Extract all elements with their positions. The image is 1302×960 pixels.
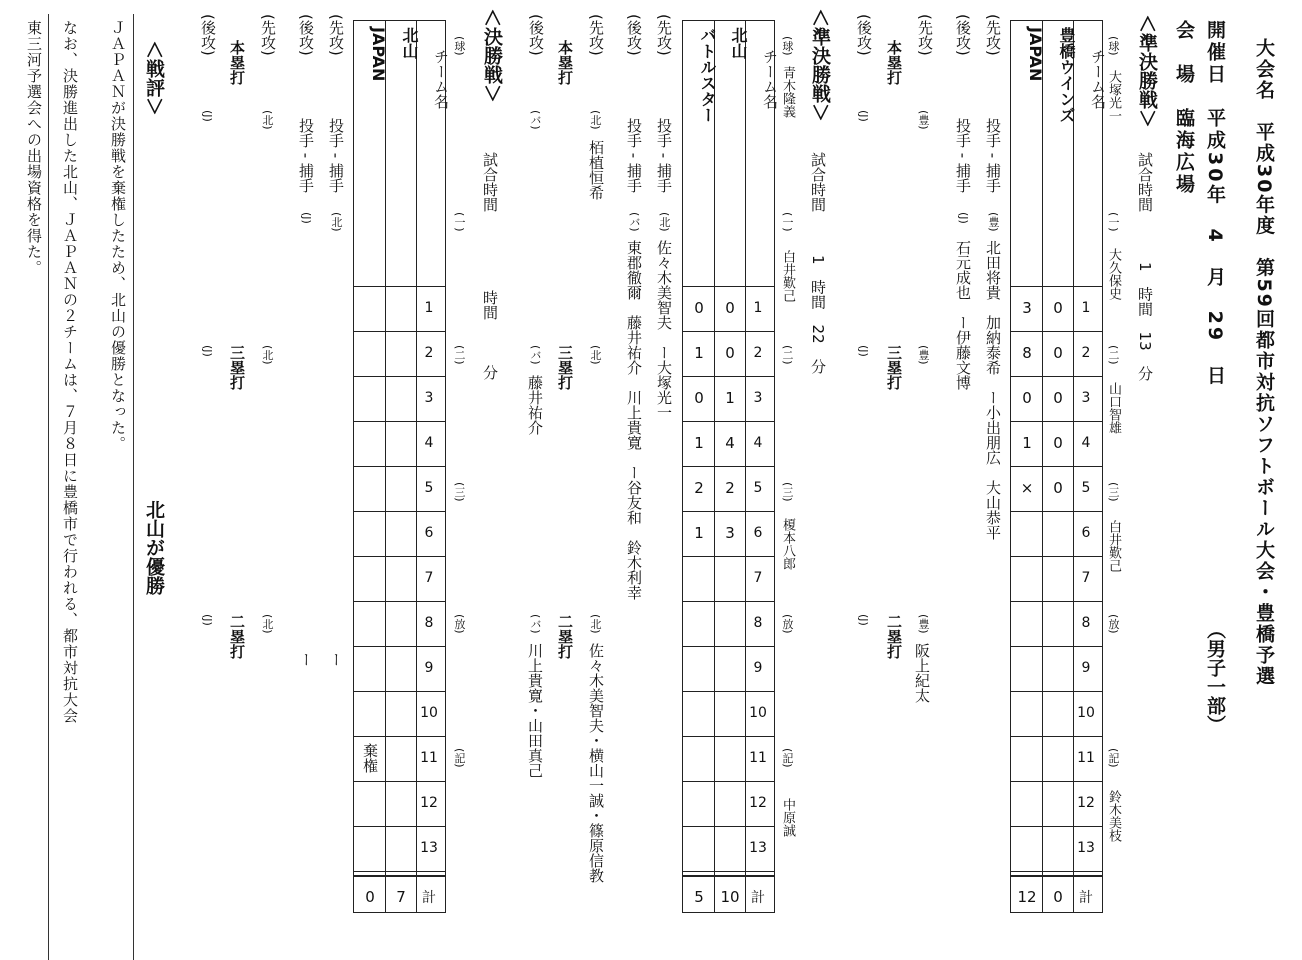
sf2-umpire-plate-label: (球) <box>781 36 794 56</box>
sf2-umpire-scorer-label: (記) <box>781 748 794 768</box>
sf1-triple-label: 三塁打 <box>885 345 903 390</box>
sf1-score-bottom-11 <box>1011 736 1043 780</box>
sf1-umpire-plate-label: (球) <box>1107 36 1120 56</box>
sf1-score-top-13 <box>1042 826 1074 870</box>
final-hr-bottom-label: (後攻) <box>199 14 217 56</box>
final-umpire-third-label: (三) <box>453 482 466 502</box>
sf1-inning-10: 10 <box>1077 705 1095 721</box>
sf2-top-label: (先攻) <box>655 14 673 56</box>
final-total-bottom: 0 <box>365 888 375 906</box>
sf1-top-battery: 北田将貴 加納泰希 ー小出朋広 大山恭平 <box>984 240 1002 540</box>
final-inning-3: 3 <box>424 390 434 406</box>
sf2-triple-top-abbr: (北) <box>589 345 602 365</box>
sf2-inning-7: 7 <box>753 570 763 586</box>
final-score-bottom-1 <box>354 286 386 330</box>
sf1-inning-7: 7 <box>1081 570 1091 586</box>
sf2-inning-10: 10 <box>749 705 767 721</box>
sf1-triple-bottom-abbr: (J) <box>857 345 870 357</box>
sf2-bottom-abbr: (バ) <box>628 212 641 232</box>
sf1-score-bottom-8 <box>1011 601 1043 645</box>
sf2-double-top: 佐々木美智夫・横山一誠・篠原信教 <box>587 643 605 883</box>
final-total-label: 計 <box>422 890 436 906</box>
sf2-triple-bottom: 藤井祐介 <box>526 375 544 435</box>
sf2-bottom-label: (後攻) <box>625 14 643 56</box>
sf2-score-bottom-2: 1 <box>694 344 704 362</box>
sf1-score-top-9 <box>1042 646 1074 690</box>
sf1-hr-top-abbr: (豊) <box>917 110 930 130</box>
final-team-bottom: JAPAN <box>369 27 388 82</box>
sf1-umpire-release-label: (放) <box>1107 614 1120 634</box>
sf2-umpire-plate: 青木隆義 <box>780 66 795 118</box>
sf2-score-bottom-1: 0 <box>694 299 704 317</box>
final-inning-11: 11 <box>420 750 438 766</box>
sf1-umpire-first-label: (一) <box>1107 212 1120 232</box>
final-hr-top-label: (先攻) <box>259 14 277 56</box>
final-hr-top-abbr: (北) <box>261 110 274 130</box>
sf2-hr-label: 本塁打 <box>556 40 574 85</box>
sf2-score-top-1: 0 <box>725 299 735 317</box>
sf1-time: 1 時間 13 分 <box>1136 262 1154 381</box>
final-bottom-dash: ー <box>297 652 315 667</box>
sf1-inning-12: 12 <box>1077 795 1095 811</box>
review-result: 北山が優勝 <box>143 500 165 595</box>
sf1-inning-5: 5 <box>1081 480 1091 496</box>
final-triple-top-abbr: (北) <box>261 345 274 365</box>
sf1-score-bottom-9 <box>1011 646 1043 690</box>
final-team-header: チーム名 <box>432 49 450 109</box>
final-score-top-3 <box>385 376 417 420</box>
review-box-border <box>133 14 134 960</box>
sf2-inning-12: 12 <box>749 795 767 811</box>
sf2-time-label: 試合時間 <box>809 152 827 212</box>
final-score-bottom-13 <box>354 826 386 870</box>
sf1-score-top-7 <box>1042 556 1074 600</box>
sf1-umpire-scorer-label: (記) <box>1107 748 1120 768</box>
sf1-inning-9: 9 <box>1081 660 1091 676</box>
final-inning-6: 6 <box>424 525 434 541</box>
final-score-bottom-5 <box>354 466 386 510</box>
sf1-score-bottom-10 <box>1011 691 1043 735</box>
final-score-bottom-7 <box>354 556 386 600</box>
final-scoreboard <box>353 20 450 913</box>
sf2-hr-top-abbr: (北) <box>589 110 602 130</box>
sf1-inning-13: 13 <box>1077 840 1095 856</box>
final-score-top-9 <box>385 646 417 690</box>
sf1-time-label: 試合時間 <box>1136 152 1154 212</box>
sf2-score-bottom-13 <box>683 826 715 870</box>
final-score-bottom-12 <box>354 781 386 825</box>
sf2-score-top-7 <box>714 556 746 600</box>
sf1-score-bottom-1: 3 <box>1022 299 1032 317</box>
sf2-header: ＜準決勝戦＞ <box>809 8 831 123</box>
review-header: ＜戦評＞ <box>143 40 165 117</box>
final-top-abbr: (北) <box>330 212 343 232</box>
sf2-score-bottom-3: 0 <box>694 389 704 407</box>
sf2-score-bottom-5: 2 <box>694 479 704 497</box>
final-score-bottom-2 <box>354 331 386 375</box>
final-hr-bottom-abbr: (J) <box>201 110 214 122</box>
sf1-total-top: 0 <box>1053 888 1063 906</box>
sf1-score-top-2: 0 <box>1053 344 1063 362</box>
sf1-score-top-11 <box>1042 736 1074 780</box>
sf2-score-bottom-6: 1 <box>694 524 704 542</box>
venue-line: 会 場 臨海広場 <box>1173 20 1195 196</box>
sf1-inning-3: 3 <box>1081 390 1091 406</box>
final-inning-2: 2 <box>424 345 434 361</box>
sf2-score-bottom-10 <box>683 691 715 735</box>
sf1-top-label: (先攻) <box>984 14 1002 56</box>
sf2-score-top-5: 2 <box>725 479 735 497</box>
final-score-top-6 <box>385 511 417 555</box>
sf2-inning-3: 3 <box>753 390 763 406</box>
sf1-bottom-battery: 石元成也 ー伊藤文博 <box>954 240 972 390</box>
final-umpire-release-label: (放) <box>453 614 466 634</box>
sf1-umpire-third: 白井歎己 <box>1106 520 1121 572</box>
sf2-bottom-battery: 東郡徹爾 藤井祐介 川上貴寛 ー谷友和 鈴木利幸 <box>625 240 643 600</box>
final-battery-label-bottom: 投手 ‐ 捕手 <box>297 118 315 193</box>
sf2-triple-bottom-abbr: (バ) <box>529 345 542 365</box>
sf1-inning-4: 4 <box>1081 435 1091 451</box>
sf1-total-bottom: 12 <box>1017 888 1037 906</box>
sf2-double-top-abbr: (北) <box>589 614 602 634</box>
sf2-umpire-third: 榎本八郎 <box>780 518 795 570</box>
sf2-battery-label-top: 投手 ‐ 捕手 <box>655 118 673 193</box>
final-battery-label-top: 投手 ‐ 捕手 <box>327 118 345 193</box>
sf1-score-bottom-4: 1 <box>1022 434 1032 452</box>
final-team-top: 北山 <box>400 27 419 59</box>
sf2-inning-2: 2 <box>753 345 763 361</box>
sf2-top-battery: 佐々木美智夫 ー大塚光一 <box>655 240 673 420</box>
final-score-top-11 <box>385 736 417 780</box>
sf2-team-top: 北山 <box>729 27 748 59</box>
sf2-team-header: チーム名 <box>761 49 779 109</box>
sf2-inning-1: 1 <box>753 300 763 316</box>
review-inner-line <box>48 14 49 960</box>
sf2-score-bottom-11 <box>683 736 715 780</box>
final-inning-7: 7 <box>424 570 434 586</box>
sf1-top-abbr: (豊) <box>987 212 1000 232</box>
sf2-score-bottom-8 <box>683 601 715 645</box>
sf1-score-bottom-13 <box>1011 826 1043 870</box>
sf2-umpire-release-label: (放) <box>781 614 794 634</box>
final-triple-label: 三塁打 <box>228 345 246 390</box>
sf2-inning-13: 13 <box>749 840 767 856</box>
final-score-top-8 <box>385 601 417 645</box>
sf1-double-label: 二塁打 <box>885 614 903 659</box>
sf1-score-top-3: 0 <box>1053 389 1063 407</box>
sf1-umpire-scorer: 鈴木美枝 <box>1106 790 1121 842</box>
sf2-score-bottom-12 <box>683 781 715 825</box>
sf2-score-top-3: 1 <box>725 389 735 407</box>
final-inning-13: 13 <box>420 840 438 856</box>
final-double-bottom-abbr: (J) <box>201 614 214 626</box>
sf2-inning-9: 9 <box>753 660 763 676</box>
final-inning-5: 5 <box>424 480 434 496</box>
final-inning-10: 10 <box>420 705 438 721</box>
sf2-hr-bottom-abbr: (バ) <box>529 110 542 130</box>
sf2-top-abbr: (北) <box>658 212 671 232</box>
sf1-score-top-10 <box>1042 691 1074 735</box>
sf2-score-bottom-4: 1 <box>694 434 704 452</box>
sf2-team-bottom: バトルスター <box>698 27 717 123</box>
sf1-score-bottom-12 <box>1011 781 1043 825</box>
final-score-top-2 <box>385 331 417 375</box>
sf2-score-top-13 <box>714 826 746 870</box>
division-label: （男子一部） <box>1204 620 1226 734</box>
sf1-inning-2: 2 <box>1081 345 1091 361</box>
sf1-hr-top-label: (先攻) <box>916 14 934 56</box>
sf2-inning-8: 8 <box>753 615 763 631</box>
sf1-double-bottom-abbr: (J) <box>857 614 870 626</box>
final-score-top-12 <box>385 781 417 825</box>
final-score-top-10 <box>385 691 417 735</box>
sf1-team-top: 豊橋ウインズ <box>1057 27 1076 123</box>
final-inning-1: 1 <box>424 300 434 316</box>
sf2-total-label: 計 <box>751 890 765 906</box>
sf1-double-top: 阪上紀太 <box>913 643 931 703</box>
sf1-score-bottom-7 <box>1011 556 1043 600</box>
final-score-bottom-4 <box>354 421 386 465</box>
final-total-top: 7 <box>396 888 406 906</box>
final-triple-bottom-abbr: (J) <box>201 345 214 357</box>
sf1-hr-bottom-label: (後攻) <box>855 14 873 56</box>
sf1-score-top-8 <box>1042 601 1074 645</box>
sf1-score-top-12 <box>1042 781 1074 825</box>
sf1-score-top-4: 0 <box>1053 434 1063 452</box>
sf1-scoreboard <box>1010 20 1107 913</box>
final-inning-4: 4 <box>424 435 434 451</box>
sf1-umpire-plate: 大塚光一 <box>1106 70 1121 122</box>
sf2-score-top-10 <box>714 691 746 735</box>
sf2-umpire-second-label: (二) <box>781 345 794 365</box>
sf1-inning-8: 8 <box>1081 615 1091 631</box>
sf2-scoreboard <box>682 20 779 913</box>
final-top-label: (先攻) <box>327 14 345 56</box>
final-inning-8: 8 <box>424 615 434 631</box>
final-time: 時間 分 <box>481 290 499 380</box>
sf1-total-label: 計 <box>1079 890 1093 906</box>
final-score-bottom-6 <box>354 511 386 555</box>
sf2-score-top-8 <box>714 601 746 645</box>
final-inning-12: 12 <box>420 795 438 811</box>
sf1-umpire-third-label: (三) <box>1107 482 1120 502</box>
sf1-umpire-second: 山口智雄 <box>1106 382 1121 434</box>
sf2-inning-4: 4 <box>753 435 763 451</box>
review-line-2: なお、決勝進出した北山、ＪＡＰＡＮの２チームは、７月８日に豊橋市で行われる、都市対抗大会 <box>61 20 79 724</box>
sf2-score-top-2: 0 <box>725 344 735 362</box>
sf1-team-bottom: JAPAN <box>1026 27 1045 82</box>
sf2-hr-top: 栢植恒希 <box>587 140 605 200</box>
sf1-score-top-1: 0 <box>1053 299 1063 317</box>
sf1-score-top-6 <box>1042 511 1074 555</box>
sf1-inning-11: 11 <box>1077 750 1095 766</box>
sf1-battery-label-top: 投手 ‐ 捕手 <box>984 118 1002 193</box>
tournament-title: 大会名 平成30年度 第59回都市対抗ソフトボール大会・豊橋予選 <box>1253 38 1275 687</box>
sf2-inning-11: 11 <box>749 750 767 766</box>
sf2-umpire-third-label: (三) <box>781 482 794 502</box>
final-score-bottom-10 <box>354 691 386 735</box>
sf2-score-bottom-7 <box>683 556 715 600</box>
sf2-score-top-11 <box>714 736 746 780</box>
sf1-team-header: チーム名 <box>1089 49 1107 109</box>
sf2-double-bottom-abbr: (バ) <box>529 614 542 634</box>
final-hr-label: 本塁打 <box>228 40 246 85</box>
sf2-hr-bottom-label: (後攻) <box>527 14 545 56</box>
final-umpire-first-label: (一) <box>453 212 466 232</box>
final-double-label: 二塁打 <box>228 614 246 659</box>
final-umpire-plate-label: (球) <box>453 36 466 56</box>
final-score-top-4 <box>385 421 417 465</box>
sf2-total-bottom: 5 <box>694 888 704 906</box>
sf1-score-bottom-6 <box>1011 511 1043 555</box>
sf2-score-top-9 <box>714 646 746 690</box>
sf2-hr-top-label: (先攻) <box>587 14 605 56</box>
sf2-double-label: 二塁打 <box>556 614 574 659</box>
sf1-header: ＜準決勝戦＞ <box>1136 14 1158 129</box>
sf2-score-bottom-9 <box>683 646 715 690</box>
sf1-score-top-5: 0 <box>1053 479 1063 497</box>
final-inning-9: 9 <box>424 660 434 676</box>
sf2-battery-label-bottom: 投手 ‐ 捕手 <box>625 118 643 193</box>
sf2-double-bottom: 川上貴寛・山田真己 <box>526 643 544 778</box>
final-score-top-1 <box>385 286 417 330</box>
final-umpire-scorer-label: (記) <box>453 748 466 768</box>
sf2-triple-label: 三塁打 <box>556 345 574 390</box>
sf1-battery-label-bottom: 投手 ‐ 捕手 <box>954 118 972 193</box>
final-header: ＜決勝戦＞ <box>481 8 503 104</box>
sf2-umpire-first-label: (一) <box>781 212 794 232</box>
final-bottom-label: (後攻) <box>297 14 315 56</box>
final-forfeit: 棄権 <box>361 743 379 773</box>
final-score-top-7 <box>385 556 417 600</box>
sf1-double-top-abbr: (豊) <box>917 614 930 634</box>
sf1-bottom-abbr: (J) <box>957 212 970 224</box>
review-line-1: ＪＡＰＡＮが決勝戦を棄権したため、北山の優勝となった。 <box>109 20 127 452</box>
sf1-score-bottom-5: × <box>1020 479 1034 497</box>
sf1-triple-top-abbr: (豊) <box>917 345 930 365</box>
final-score-bottom-8 <box>354 601 386 645</box>
review-line-3: 東三河予選会への出場資格を得た。 <box>25 20 43 276</box>
sf2-score-top-4: 4 <box>725 434 735 452</box>
final-umpire-second-label: (二) <box>453 345 466 365</box>
final-score-top-13 <box>385 826 417 870</box>
sf1-umpire-first: 大久保史 <box>1106 248 1121 300</box>
sf2-total-top: 10 <box>720 888 740 906</box>
sf1-hr-bottom-abbr: (J) <box>857 110 870 122</box>
sf1-score-bottom-2: 8 <box>1022 344 1032 362</box>
sf2-time: 1 時間 22 分 <box>809 255 827 374</box>
sf1-inning-1: 1 <box>1081 300 1091 316</box>
sf2-score-top-12 <box>714 781 746 825</box>
final-score-bottom-9 <box>354 646 386 690</box>
sf1-bottom-label: (後攻) <box>954 14 972 56</box>
date-line: 開催日 平成30年 4 月 29 日 <box>1204 20 1226 388</box>
final-top-dash: ー <box>327 652 345 667</box>
sf2-score-top-6: 3 <box>725 524 735 542</box>
sf2-umpire-first: 白井歎己 <box>780 250 795 302</box>
final-score-bottom-3 <box>354 376 386 420</box>
sf2-inning-6: 6 <box>753 525 763 541</box>
sf2-umpire-scorer: 中原誠 <box>780 798 795 837</box>
final-double-top-abbr: (北) <box>261 614 274 634</box>
sf2-inning-5: 5 <box>753 480 763 496</box>
sf1-hr-label: 本塁打 <box>885 40 903 85</box>
final-score-bottom-11 <box>354 736 386 780</box>
sf1-score-bottom-3: 0 <box>1022 389 1032 407</box>
final-time-label: 試合時間 <box>481 152 499 212</box>
final-score-top-5 <box>385 466 417 510</box>
final-bottom-abbr: (J) <box>300 212 313 224</box>
sf1-inning-6: 6 <box>1081 525 1091 541</box>
sf1-umpire-second-label: (二) <box>1107 345 1120 365</box>
